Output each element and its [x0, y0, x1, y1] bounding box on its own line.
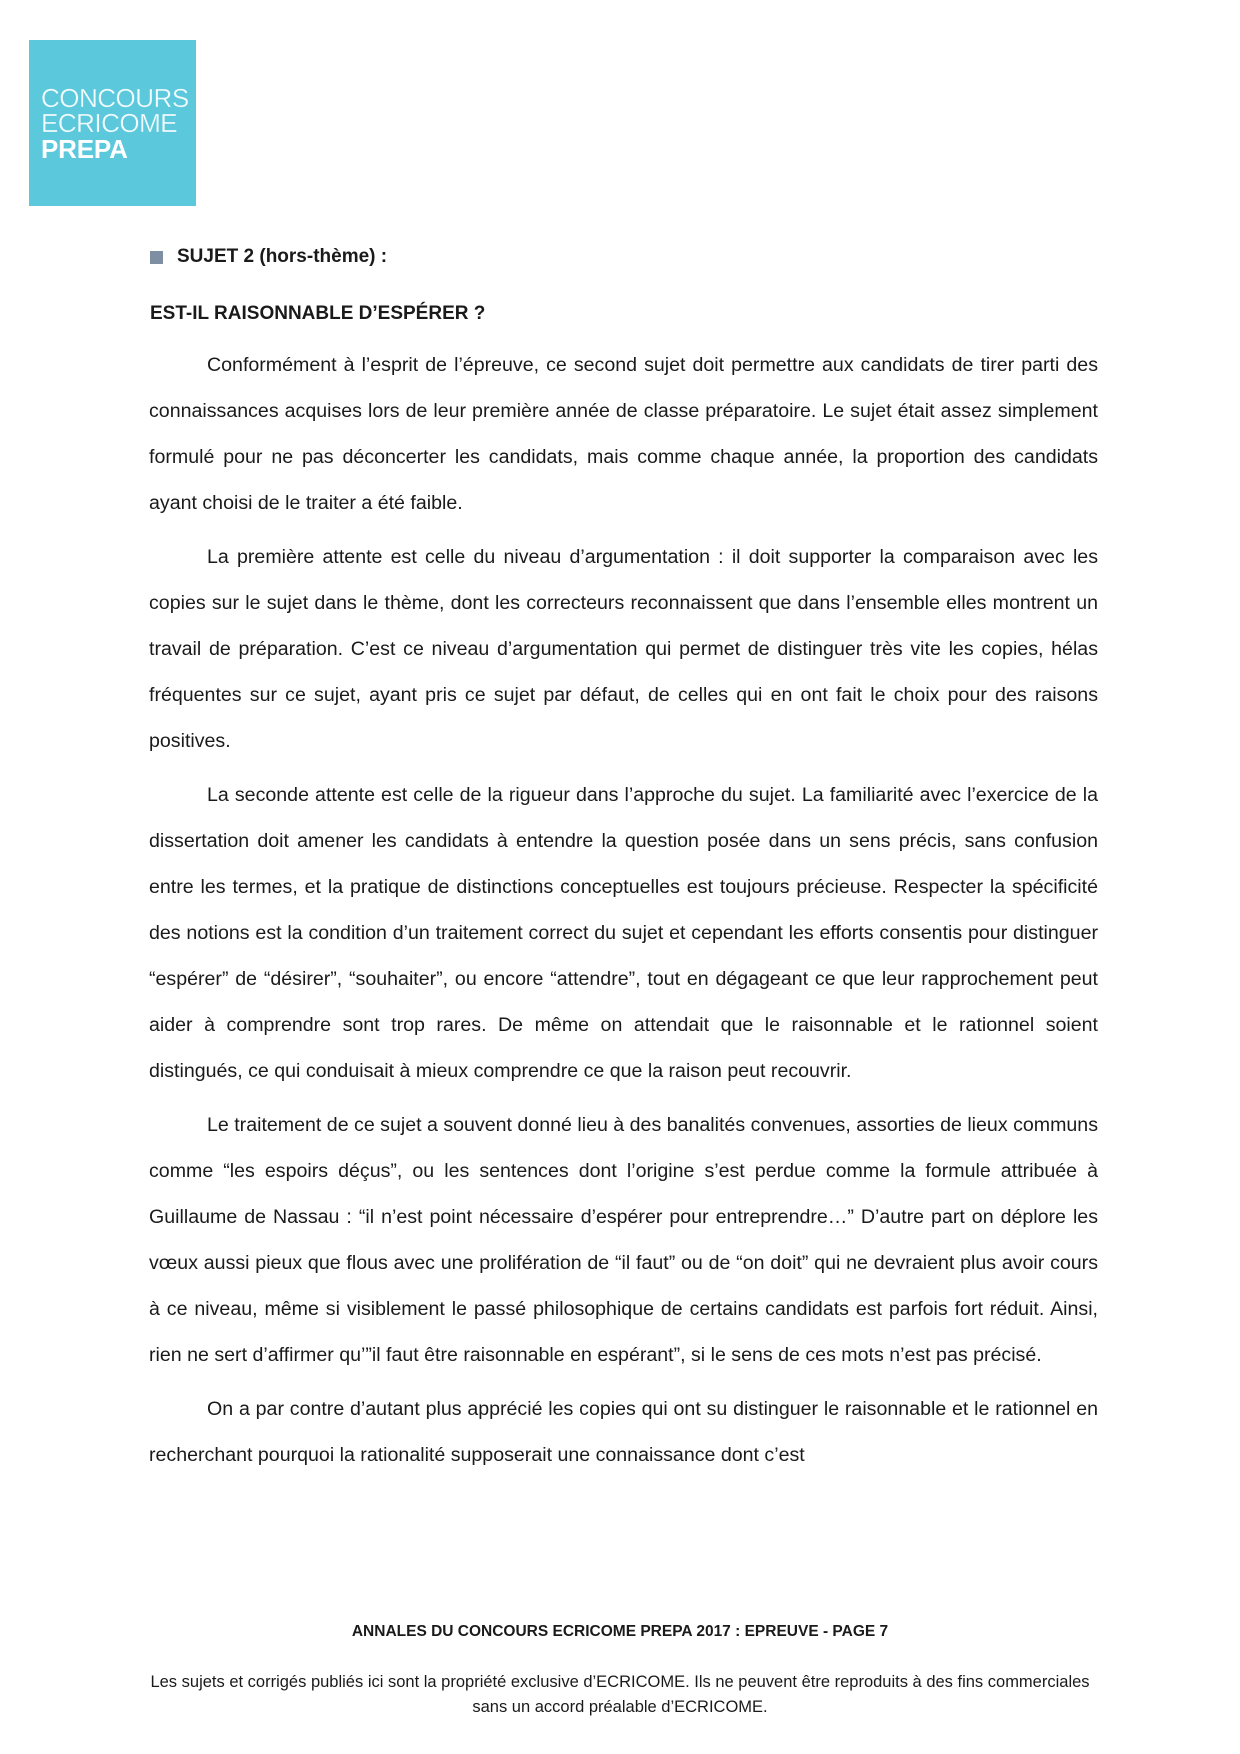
- paragraph: La seconde attente est celle de la rigueur dans l’approche du sujet. La familiarité avec l’exercice de la dissertation doit amener les candidats à entendre la question posée dans un sens précis, sans confusion entre les termes, et la pratique de distinctions conceptuelles est toujours précieuse. Respecter la spécificité des notions est la condition d’un traitement correct du sujet et cependant les efforts consentis pour distinguer “espérer” de “désirer”, “souhaiter”, ou encore “attendre”, tout en dégageant ce que leur rapprochement peut aider à comprendre sont trop rares. De même on attendait que le raisonnable et le rationnel soient distingués, ce qui conduisait à mieux comprendre ce que la raison peut recouvrir.: [149, 784, 1098, 1082]
- logo-line-ecricome: ECRICOME: [41, 108, 178, 138]
- paragraph: Le traitement de ce sujet a souvent donné lieu à des banalités convenues, assorties de lieux communs comme “les espoirs déçus”, ou les sentences dont l’origine s’est perdue comme la formule attribuée à Guillaume de Nassau : “il n’est point nécessaire d’espérer pour entreprendre…” D’autre part on déplore les vœux aussi pieux que flous avec une prolifération de “il faut” ou de “on doit” qui ne devraient plus avoir cours à ce niveau, même si visiblement le passé philosophique de certains candidats est parfois fort réduit. Ainsi, rien ne sert d’affirmer qu’”il faut être raisonnable en espérant”, si le sens de ces mots n’est pas précisé.: [149, 1114, 1098, 1366]
- body-text: [149, 342, 1098, 1486]
- footer-title: ANNALES DU CONCOURS ECRICOME PREPA 2017 : EPREUVE - PAGE 7: [351, 1623, 889, 1640]
- logo-line-prepa: PREPA: [41, 134, 128, 164]
- paragraph: La première attente est celle du niveau d’argumentation : il doit supporter la comparaison avec les copies sur le sujet dans le thème, dont les correcteurs reconnaissent que dans l’ensemble elles montrent un travail de préparation. C’est ce niveau d’argumentation qui permet de distinguer très vite les copies, hélas fréquentes sur ce sujet, ayant pris ce sujet par défaut, de celles qui en ont fait le choix pour des raisons positives.: [149, 546, 1098, 752]
- section-heading: [150, 246, 387, 268]
- paragraph: Conformément à l’esprit de l’épreuve, ce second sujet doit permettre aux candidats de tirer parti des connaissances acquises lors de leur première année de classe préparatoire. Le sujet était assez simplement formulé pour ne pas déconcerter les candidats, mais comme chaque année, la proportion des candidats ayant choisi de le traiter a été faible.: [149, 354, 1098, 514]
- section-heading-text: SUJET 2 (hors-thème) :: [177, 246, 388, 267]
- footer-copyright-note: Les sujets et corrigés publiés ici sont la propriété exclusive d’ECRICOME. Ils ne peuvent être reproduits à des fins commerciales sans un accord préalable d’ECRICOME.: [150, 1673, 1090, 1716]
- logo-line-concours: CONCOURS: [41, 83, 189, 113]
- ecricome-logo: [29, 40, 196, 206]
- paragraph: On a par contre d’autant plus apprécié les copies qui ont su distinguer le raisonnable et le rationnel en recherchant pourquoi la rationalité supposerait une connaissance dont c’est: [149, 1398, 1098, 1466]
- section-title: EST-IL RAISONNABLE D’ESPÉRER ?: [150, 303, 486, 324]
- square-bullet-icon: [150, 251, 163, 264]
